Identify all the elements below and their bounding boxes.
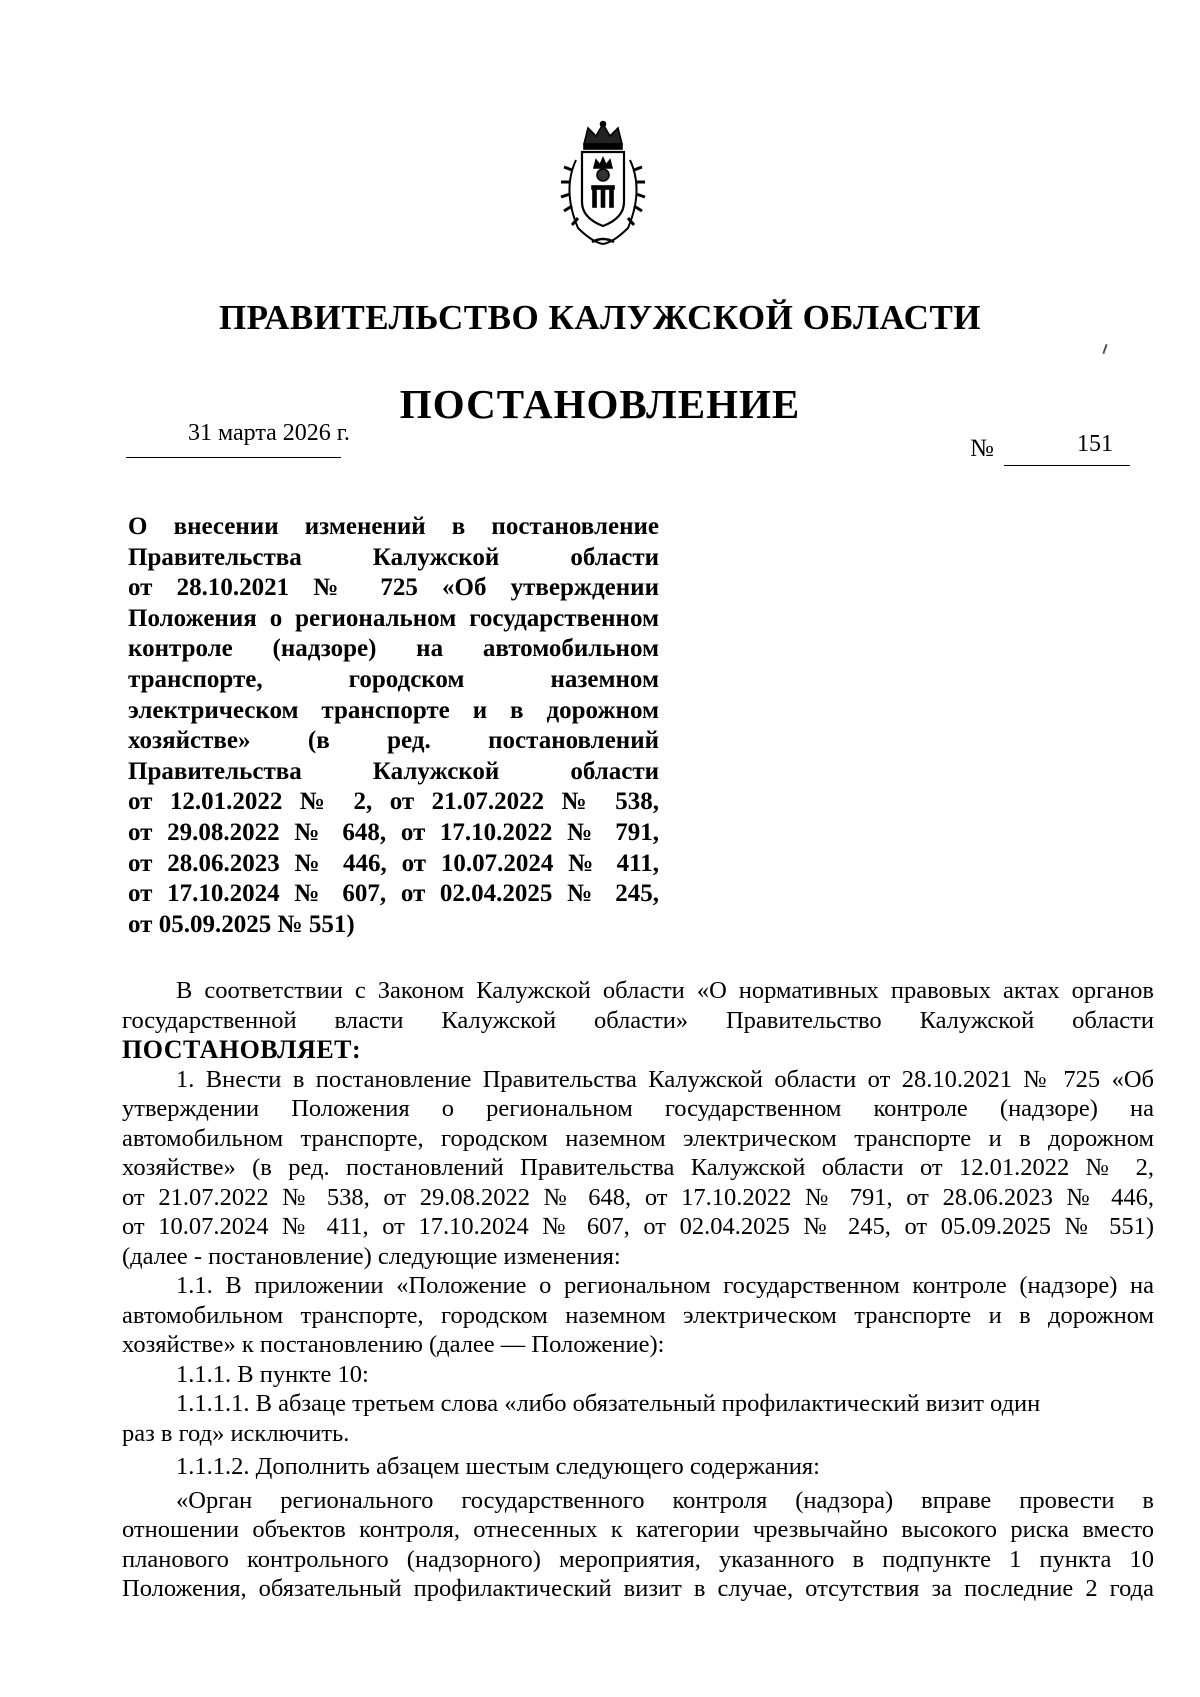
document-body [122, 976, 1154, 1604]
subject-line: от 12.01.2022 № 2, от 21.07.2022 № 538, [128, 788, 659, 816]
quoted-paragraph [122, 1486, 1154, 1604]
subject-line: от 17.10.2024 № 607, от 02.04.2025 № 245, [128, 880, 659, 908]
subject-line: от 28.10.2021 № 725 «Об утверждении [128, 574, 659, 602]
preamble-paragraph [122, 976, 1154, 1035]
date-underline [126, 457, 341, 458]
subject-line: электрическом транспорте и в дорожном [128, 696, 659, 724]
decree-word: ПОСТАНОВЛЯЕТ: [122, 1035, 362, 1064]
body-line: автомобильном транспорте, городском наземном электрическом транспорте и в дорожном [122, 1301, 1154, 1329]
subject-line: транспорте, городском наземном [128, 665, 659, 693]
document-number [970, 431, 1130, 471]
body-line: планового контрольного (надзорного) мероприятия, указанного в подпункте 1 пункта 10 [122, 1545, 1154, 1573]
subject-line: О внесении изменений в постановление [128, 513, 659, 540]
body-line: хозяйстве» (в ред. постановлений Правительства Калужской области от 12.01.2022 № 2, [122, 1154, 1154, 1181]
document-date [126, 418, 350, 458]
body-line: 1. Внести в постановление Правительства Калужской области от 28.10.2021 № 725 «Об [176, 1065, 1154, 1093]
body-line: от 21.07.2022 № 538, от 29.08.2022 № 648, от 17.10.2022 № 791, от 28.06.2023 № 446, [122, 1183, 1154, 1211]
subject-line: хозяйстве» (в ред. постановлений [128, 727, 659, 755]
body-line: утверждении Положения о региональном государственном контроле (надзоре) на [122, 1095, 1154, 1122]
scan-mark [1102, 344, 1107, 354]
body-line: Положения, обязательный профилактический визит в случае, отсутствия за последние 2 года [122, 1575, 1154, 1602]
body-line: (далее - постановление) следующие изменения: [122, 1242, 621, 1270]
organization-title: ПРАВИТЕЛЬСТВО КАЛУЖСКОЙ ОБЛАСТИ [218, 298, 982, 337]
subject-line: Правительства Калужской области [128, 543, 659, 571]
document-subject [128, 512, 659, 940]
document-type: ПОСТАНОВЛЕНИЕ [399, 381, 801, 427]
subject-line: контроле (надзоре) на автомобильном [128, 635, 659, 663]
body-line: государственной власти Калужской области» Правительство Калужской области [122, 1006, 1154, 1034]
body-line: автомобильном транспорте, городском наземном электрическом транспорте и в дорожном [122, 1124, 1154, 1152]
body-line: от 10.07.2024 № 411, от 17.10.2024 № 607, от 02.04.2025 № 245, от 05.09.2025 № 551) [122, 1213, 1154, 1240]
paragraph-1-1-1-2: 1.1.1.2. Дополнить абзацем шестым следующего содержания: [176, 1453, 820, 1480]
subject-line: от 29.08.2022 № 648, от 17.10.2022 № 791, [128, 818, 659, 846]
number-underline [1004, 465, 1130, 466]
body-line: 1.1. В приложении «Положение о региональном государственном контроле (надзоре) на [176, 1272, 1154, 1299]
body-line: «Орган регионального государственного контроля (надзора) вправе провести в [176, 1486, 1154, 1514]
body-line: отношении объектов контроля, отнесенных к категории чрезвычайно высокого риска вместо [122, 1516, 1154, 1543]
paragraph-1-1-1: 1.1.1. В пункте 10: [176, 1360, 369, 1388]
subject-line: от 28.06.2023 № 446, от 10.07.2024 № 411, [128, 849, 659, 877]
body-line: 1.1.1.1. В абзаце третьем слова «либо обязательный профилактический визит один [176, 1390, 1041, 1417]
body-line: хозяйстве» к постановлению (далее — Положение): [122, 1331, 665, 1358]
number-sign: № [970, 435, 994, 462]
paragraph-1 [122, 1065, 1154, 1272]
number-value: 151 [1077, 431, 1113, 457]
paragraph-1-1-1-1 [122, 1389, 1154, 1448]
coat-of-arms-emblem [548, 120, 658, 250]
subject-line: Положения о региональном государственном [128, 604, 659, 632]
subject-line: от 05.09.2025 № 551) [128, 910, 355, 938]
body-line: раз в год» исключить. [122, 1419, 350, 1447]
body-line: В соответствии с Законом Калужской области «О нормативных правовых актах органов [176, 977, 1154, 1004]
subject-line: Правительства Калужской области [128, 757, 659, 785]
date-text: 31 марта 2026 г. [188, 420, 350, 446]
paragraph-1-1 [122, 1271, 1154, 1360]
